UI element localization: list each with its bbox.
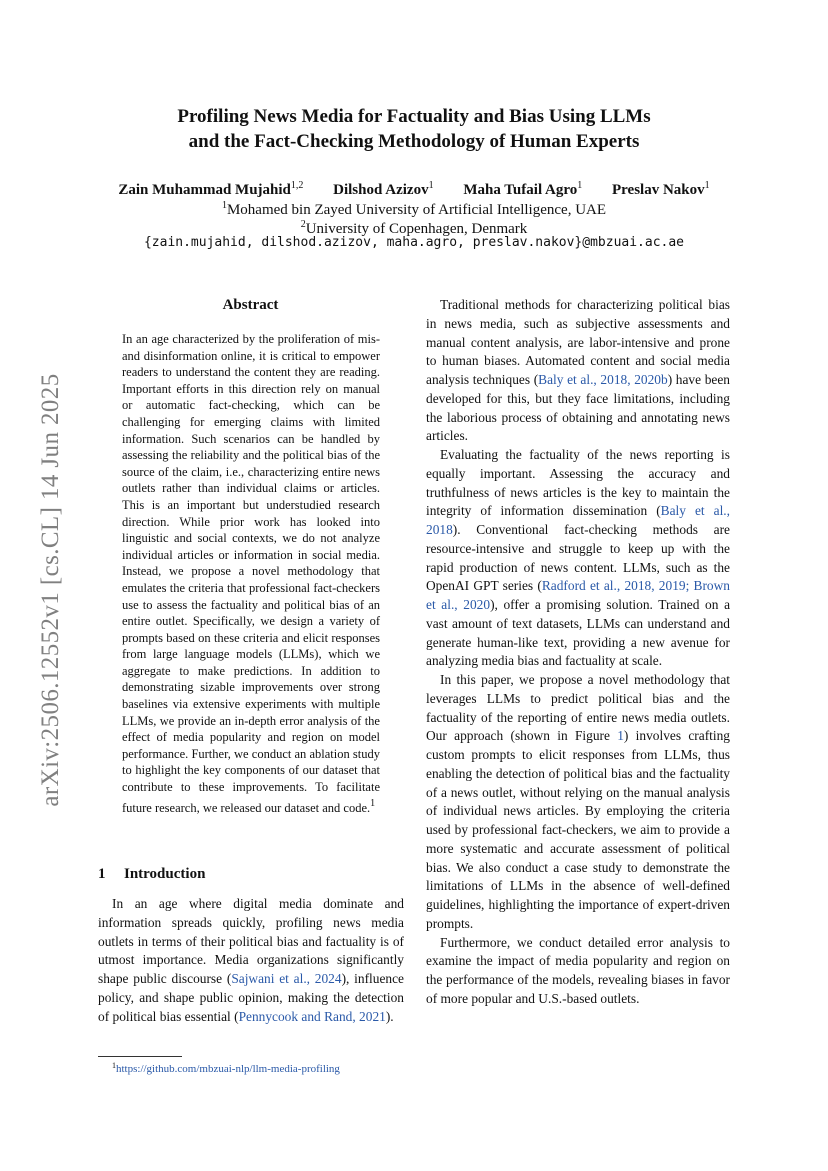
intro-left-column xyxy=(98,895,404,1026)
citation-link[interactable]: Sajwani et al., 2024 xyxy=(231,971,342,986)
footnote-rule xyxy=(98,1056,182,1057)
paragraph: In an age where digital media dominate and information spreads quickly, profiling news media outlets in terms of their political bias and factuality is of utmost importance. Media organizations significantly shape public discourse (Sajwani et al., 2024), influence policy, and shape public opinion, making the detection of political bias essential (Pennycook and Rand, 2021). xyxy=(98,896,404,1024)
abstract-heading: Abstract xyxy=(222,297,279,313)
affiliation: $^2$University of Copenhagen, Denmark xyxy=(300,219,528,237)
author-emails: {zain.mujahid, dilshod.azizov, maha.agro, preslav.nakov}@mbzuai.ac.ae xyxy=(143,235,685,250)
paragraph: Furthermore, we conduct detailed error analysis to examine the impact of media popularity and region on the performance of the models, revealing biases in favor of more popular and U.S.-based outlets. xyxy=(426,934,730,1006)
author: Dilshod Azizov$^1$ xyxy=(333,180,434,198)
citation-link[interactable]: Pennycook and Rand, 2021 xyxy=(238,1008,386,1024)
abstract-text: In an age characterized by the proliferation of mis- and disinformation online, it is critical to empower readers to understand the content they are reading. Important efforts in this direction rely on manual or automatic fact-checking, which can be challenging for emerging claims with limited information. Such scenarios can be handled by assessing the reliability and the political bias of the source of the claim, i.e., characterizing entire news outlets rather than individual claims or articles. This is an important but understudied research direction. While prior work has looked into linguistic and social contexts, we do not analyze individual articles or information in social media. Instead, we propose a novel methodology that emulates the criteria that professional fact-checkers use to assess the factuality and political bias of an entire outlet. Specifically, we design a variety of prompts based on these criteria and elicit responses from large language models (LLMs), which we aggregate to make predictions. In addition to demonstrating sizable improvements over strong baselines via extensive experiments with multiple LLMs, we provide an in-depth error analysis of the effect of media popularity and region on model performance. Further, we conduct an ablation study to highlight the key components of our dataset that contribute to these improvements. To facilitate future research, we released our dataset and code.$^1$ xyxy=(122,332,380,815)
affiliation: $^1$Mohamed bin Zayed University of Artificial Intelligence, UAE xyxy=(221,200,607,218)
citation-link[interactable]: Baly et al., 2018, 2020b xyxy=(538,372,668,387)
footnote-link[interactable]: https://github.com/mbzuai-nlp/llm-media-profiling xyxy=(116,1063,340,1075)
author: Preslav Nakov$^1$ xyxy=(612,180,710,198)
intro-right-column xyxy=(426,296,730,1009)
paragraph: In this paper, we propose a novel methodology that leverages LLMs to predict political bias and the factuality of the reporting of entire news media outlets. Our approach (shown in Figure 1) involves crafting custom prompts to elicit responses from LLMs, thus enabling the detection of political bias and the factuality of a news outlet, without relying on the manual analysis of individual news articles. By employing the criteria used by professional fact-checkers, we aim to provide a more systematic and accurate assessment of political bias. We also conduct a case study to demonstrate the limitations of LLMs in the absence of well-defined guidelines, highlighting the importance of expert-driven prompts. xyxy=(426,672,731,931)
author: Zain Muhammad Mujahid$^{1,2}$ xyxy=(118,180,304,198)
footnote: $^1$https://github.com/mbzuai-nlp/llm-media-profiling xyxy=(112,1061,340,1075)
paragraph: Evaluating the factuality of the news reporting is equally important. Assessing the accuracy and truthfulness of news articles is the key to maintain the integrity of information dissemination (Baly et al., 2018). Conventional fact-checking methods are resource-intensive and struggle to keep up with the rapid production of news content. LLMs, such as the OpenAI GPT series (Radford et al., 2018, 2019; Brown et al., 2020), offer a promising solution. Trained on a vast amount of text datasets, LLMs can understand and generate human-like text, providing a new avenue for analyzing media bias and factuality at scale. xyxy=(426,447,731,669)
arxiv-identifier: arXiv:2506.12552v1 [cs.CL] 14 Jun 2025 xyxy=(37,373,64,807)
title-line-1: Profiling News Media for Factuality and Bias Using LLMs xyxy=(177,106,651,127)
citation-link[interactable]: Baly et al., 2018 xyxy=(426,503,730,537)
footnote-marker: 1 xyxy=(370,797,376,809)
section-heading: 1 Introduction xyxy=(98,866,206,882)
paper-title xyxy=(0,104,828,154)
figure-reference[interactable]: 1 xyxy=(617,728,624,744)
paragraph: Traditional methods for characterizing political bias in news media, such as subjective assessments and manual content analysis, are labor-intensive and prone to human biases. Automated content and social media analysis techniques (Baly et al., 2018, 2020b) have been developed for this, but they face limitations, including the laborious process of obtaining and annotating news articles. xyxy=(426,297,730,444)
author: Maha Tufail Agro$^1$ xyxy=(463,180,583,198)
citation-link[interactable]: Radford et al., 2018, 2019; Brown et al., 2020 xyxy=(426,578,730,612)
title-line-2: and the Fact-Checking Methodology of Human Experts xyxy=(188,131,640,152)
